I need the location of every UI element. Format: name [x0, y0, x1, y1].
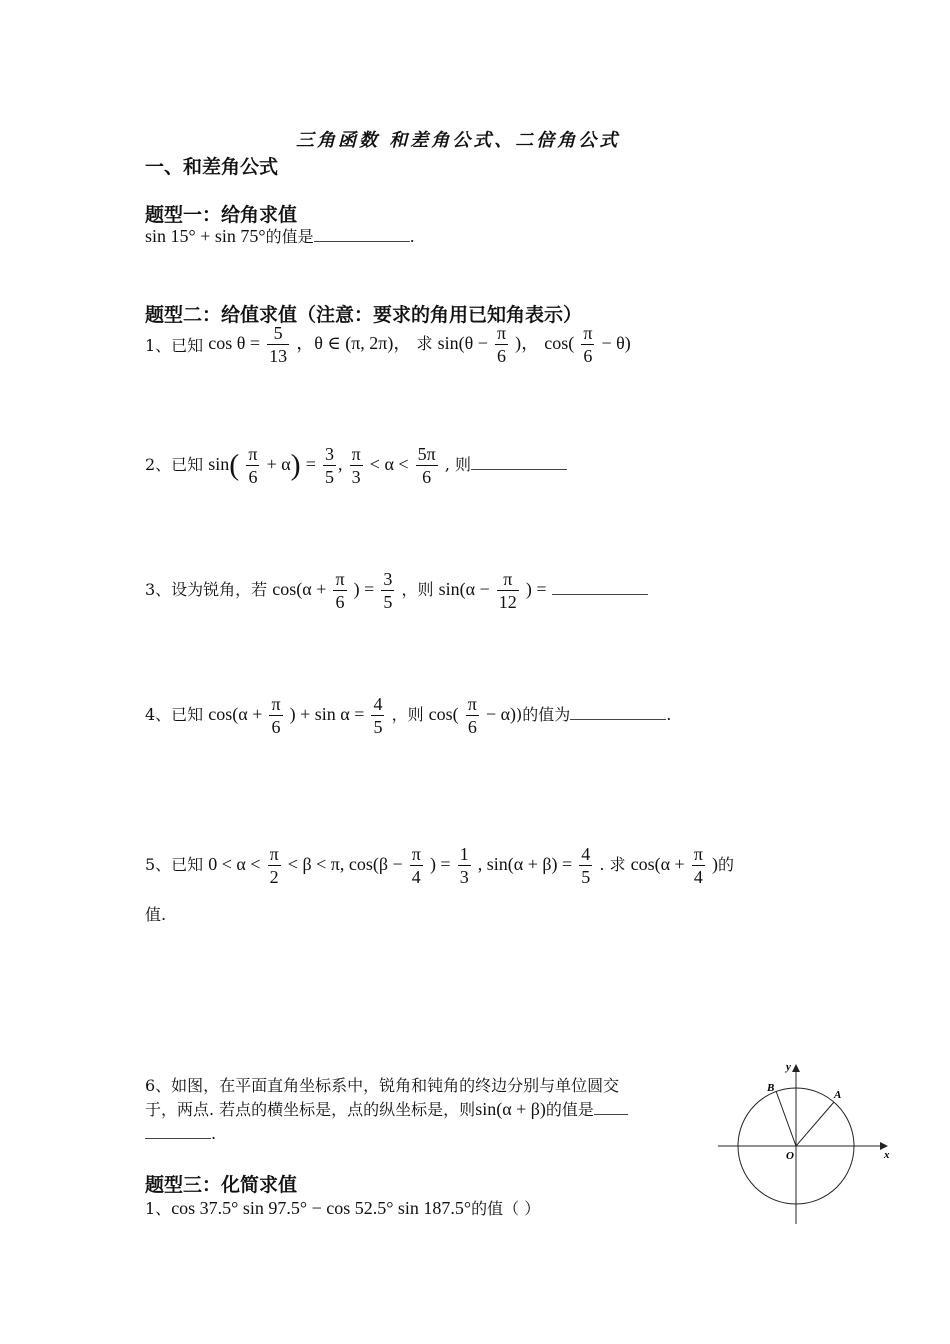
- frac-den: 13: [269, 346, 288, 366]
- point-b-label: B: [767, 1082, 775, 1094]
- frac-den: 6: [248, 467, 258, 487]
- q2-pi3: [350, 443, 363, 488]
- type1-heading: 题型一：给角求值: [145, 204, 298, 226]
- point-a-label: A: [834, 1089, 842, 1101]
- unit-circle-figure: [716, 1058, 896, 1228]
- q2-5pi6: [416, 443, 438, 488]
- q4-then: ，则: [391, 705, 424, 724]
- origin-label: O: [786, 1150, 794, 1162]
- q6-line2: [145, 1097, 628, 1120]
- q4-label: 4、已知: [145, 705, 204, 724]
- q3-eq: ) =: [353, 579, 375, 599]
- answer-blank-cont: [145, 1124, 211, 1139]
- frac-den: 5: [581, 867, 591, 887]
- type1-math: sin 15° + sin 75°: [145, 226, 266, 246]
- q5-cos: cos(α +: [630, 854, 685, 874]
- q5-ask: . 求: [599, 855, 626, 874]
- frac-den: 6: [335, 592, 345, 612]
- answer-blank: [570, 705, 666, 720]
- q4-cos2: cos(: [428, 704, 459, 724]
- q4-45: [371, 693, 384, 738]
- section-heading: 一、和差角公式: [145, 156, 279, 178]
- type1-tail: 的值是: [265, 227, 314, 246]
- q3-pi12: [497, 568, 519, 613]
- frac-den: 6: [583, 346, 593, 366]
- q6-math: sin(α + β): [475, 1099, 546, 1119]
- q5-line2: 值.: [145, 905, 167, 924]
- q1-frac: [267, 322, 289, 367]
- q5-de: 的: [718, 855, 735, 874]
- q1-tail: − θ): [601, 333, 631, 353]
- q1-target1: sin(θ −: [437, 333, 488, 353]
- frac-num: 5: [267, 322, 289, 345]
- frac-num: 3: [383, 569, 393, 589]
- q5-pi4b: [692, 843, 705, 888]
- q3: [145, 568, 648, 613]
- q5-45: [579, 843, 592, 888]
- q6-line3: [145, 1124, 216, 1143]
- frac-den: 6: [497, 346, 506, 366]
- y-label: y: [786, 1061, 791, 1073]
- frac-den: 5: [373, 717, 383, 737]
- q3-cos: cos(α +: [272, 579, 327, 599]
- q2-rparen: ): [290, 448, 301, 482]
- q4-pi6: [269, 693, 282, 738]
- frac-den: 6: [271, 717, 281, 737]
- q3-label: 3、设为锐角，若: [145, 580, 268, 599]
- q5-pi4: [410, 843, 423, 888]
- type3-heading: 题型三：化简求值: [145, 1174, 298, 1196]
- q5-eq1: ) =: [429, 854, 451, 874]
- answer-blank: [552, 580, 648, 595]
- q5: [145, 843, 734, 888]
- q1-pi6b: [581, 322, 594, 367]
- frac-num: 3: [325, 444, 335, 464]
- frac-num: π: [583, 323, 593, 343]
- q1-target2: cos(: [544, 333, 575, 353]
- q5-mid: < β < π, cos(β −: [287, 854, 403, 874]
- q4-after: )的值为: [516, 705, 571, 724]
- type3-q1-math: cos 37.5° sin 97.5° − cos 52.5° sin 187.5°: [171, 1198, 472, 1218]
- type3-q1-label: 1、: [145, 1199, 172, 1218]
- frac-den: 2: [269, 867, 279, 887]
- q4: [145, 693, 671, 738]
- frac-num: π: [693, 844, 703, 864]
- ray-ob: [776, 1091, 796, 1146]
- q4-cos: cos(α +: [208, 704, 263, 724]
- x-label: x: [884, 1149, 890, 1161]
- frac-num: π: [269, 844, 279, 864]
- frac-num: 4: [581, 844, 591, 864]
- type3-question: [145, 1196, 540, 1219]
- q1-label: 1、已知: [145, 336, 204, 355]
- y-axis-arrow: [792, 1064, 800, 1072]
- q5-pi2: [268, 843, 281, 888]
- period: .: [211, 1124, 217, 1143]
- q2-plus: + α: [266, 454, 291, 474]
- q2-lparen: (: [229, 448, 240, 482]
- q2-35: [323, 443, 336, 488]
- q5-13: [458, 843, 471, 888]
- frac-num: π: [467, 694, 477, 714]
- q6-line1: 6、如图，在平面直角坐标系中，锐角和钝角的终边分别与单位圆交: [145, 1076, 620, 1095]
- q2-sin: sin: [208, 454, 230, 474]
- frac-num: π: [411, 844, 421, 864]
- answer-blank: [314, 227, 410, 242]
- frac-den: 5: [325, 467, 335, 487]
- frac-num: π: [248, 444, 258, 464]
- q2-eq: =: [305, 454, 316, 474]
- type2-heading: 题型二：给值求值（注意：要求的角用已知角表示）: [145, 304, 583, 326]
- answer-blank: [471, 455, 567, 470]
- q1-cos: cos θ =: [208, 333, 261, 353]
- type1-question: [145, 224, 415, 247]
- q2-label: 2、已知: [145, 455, 204, 474]
- frac-num: 4: [373, 694, 383, 714]
- q5-ineq: 0 < α <: [208, 854, 261, 874]
- q4-mid: ) + sin α =: [289, 704, 365, 724]
- q1-ask: 求: [416, 334, 433, 353]
- q3-pi6: [333, 568, 346, 613]
- frac-num: π: [496, 323, 507, 343]
- q3-eq2: ) =: [525, 579, 547, 599]
- frac-den: 6: [467, 717, 477, 737]
- frac-num: 1: [459, 844, 469, 864]
- frac-num: π: [351, 444, 361, 464]
- q5-close: ): [712, 854, 718, 874]
- frac-num: π: [335, 569, 345, 589]
- q2-ineq: < α <: [369, 454, 409, 474]
- frac-num: π: [271, 694, 281, 714]
- q2: [145, 443, 567, 488]
- q5-label: 5、已知: [145, 855, 204, 874]
- frac-den: 4: [411, 867, 421, 887]
- q2-tail: , 则: [444, 455, 471, 474]
- q1-pi6: [495, 322, 508, 367]
- frac-num: 5π: [417, 444, 436, 464]
- q1-close: )，: [515, 333, 540, 353]
- frac-den: 5: [383, 592, 393, 612]
- q2-comma: ,: [338, 454, 343, 474]
- frac-den: 4: [693, 867, 703, 887]
- frac-den: 6: [422, 467, 432, 487]
- q1-cond: ，θ ∈ (π, 2π)，: [296, 333, 412, 353]
- q6-tail: 的值是: [545, 1100, 594, 1119]
- frac-num: π: [497, 568, 519, 591]
- frac-den: 12: [498, 592, 517, 612]
- page-title: 三角函数 和差角公式、二倍角公式: [296, 130, 621, 151]
- q5-sin: , sin(α + β) =: [477, 854, 573, 874]
- q2-pi6: [246, 443, 259, 488]
- q3-35: [381, 568, 394, 613]
- answer-blank: [594, 1100, 628, 1115]
- q1: [145, 322, 631, 367]
- type3-q1-tail: 的值（ ）: [471, 1199, 541, 1218]
- frac-den: 3: [459, 867, 469, 887]
- q6-text: 于，两点. 若点的横坐标是，点的纵坐标是，则: [145, 1100, 476, 1119]
- period: .: [666, 705, 672, 724]
- ray-oa: [796, 1102, 834, 1146]
- q4-tail: − α): [485, 704, 517, 724]
- q3-then: ，则: [401, 580, 434, 599]
- frac-den: 3: [351, 467, 361, 487]
- period: .: [409, 227, 415, 246]
- q3-sin: sin(α −: [438, 579, 490, 599]
- q4-pi6b: [466, 693, 479, 738]
